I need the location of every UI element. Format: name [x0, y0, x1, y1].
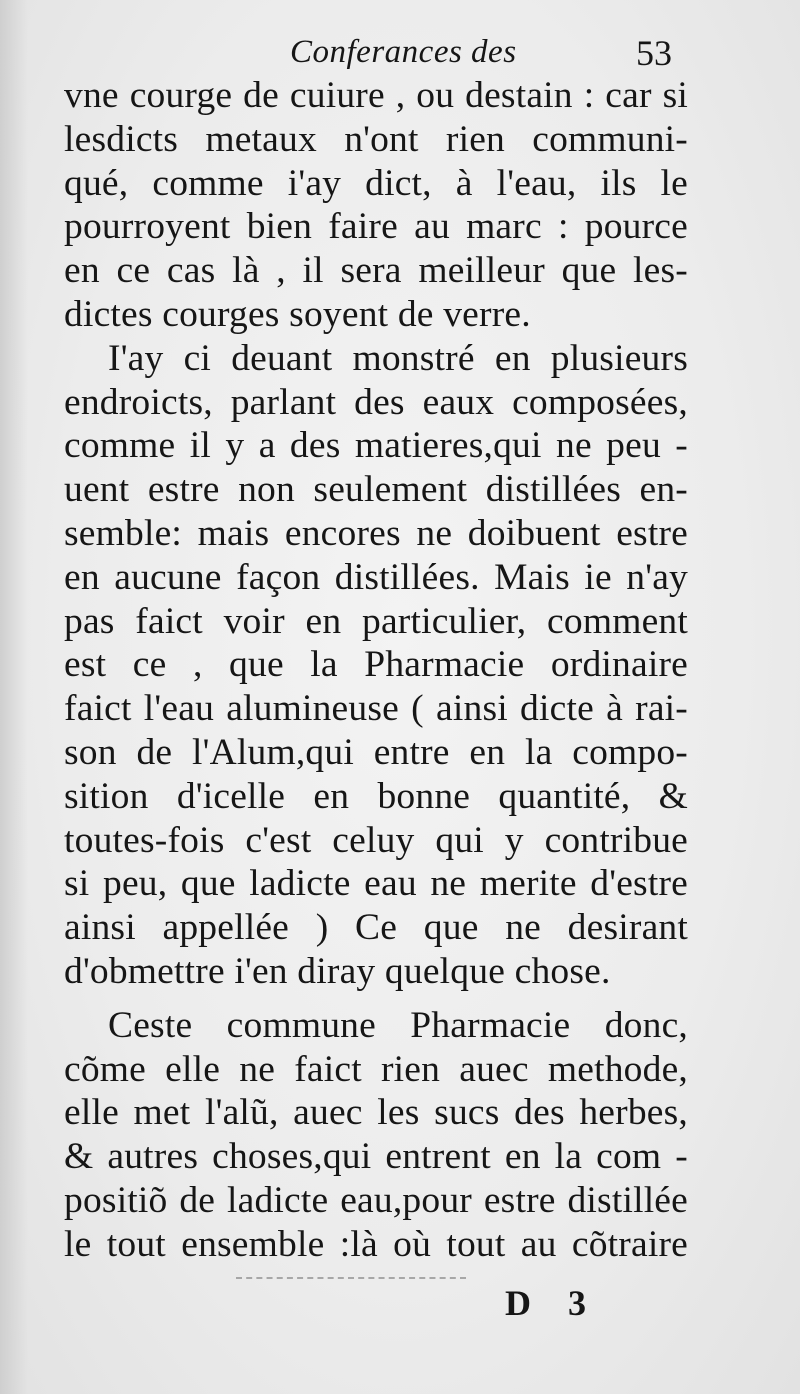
- text-line: en aucune façon distillées. Mais ie n'ay: [64, 556, 688, 598]
- text-line: elle met l'alũ, auec les sucs des herbes,: [64, 1092, 688, 1134]
- text-line: Ceste commune Pharmacie donc,: [108, 1004, 688, 1046]
- text-line: dictes courges soyent de verre.: [64, 293, 531, 335]
- text-line: le tout ensemble :là où tout au cõtraire: [64, 1223, 688, 1265]
- text-line: pas faict voir en particulier, comment: [64, 600, 688, 642]
- text-line: en ce cas là , il sera meilleur que les-: [64, 250, 688, 292]
- text-line: comme il y a des matieres,qui ne peu -: [64, 425, 688, 467]
- text-line: I'ay ci deuant monstré en plusieurs: [108, 337, 688, 379]
- page-edge-shadow: [0, 0, 28, 1394]
- text-line: semble: mais encores ne doibuent estre: [64, 512, 688, 554]
- text-line: ainsi appellée ) Ce que ne desirant: [64, 907, 688, 949]
- text-line: lesdicts metaux n'ont rien communi-: [64, 118, 688, 160]
- text-line: & autres choses,qui entrent en la com -: [64, 1136, 688, 1178]
- text-line: faict l'eau alumineuse ( ainsi dicte à rai-: [64, 688, 688, 730]
- page-number: 53: [636, 33, 672, 73]
- paragraph-gap: [64, 994, 688, 1004]
- text-line: qué, comme i'ay dict, à l'eau, ils le: [64, 162, 688, 204]
- body-text: [64, 74, 688, 1267]
- text-line: vne courge de cuiure , ou destain : car si: [64, 75, 688, 116]
- text-line: d'obmettre i'en diray quelque chose.: [64, 950, 611, 992]
- text-line: cõme elle ne faict rien auec methode,: [64, 1048, 688, 1090]
- text-line: son de l'Alum,qui entre en la compo-: [64, 731, 688, 773]
- text-line: uent estre non seulement distillées en-: [64, 469, 688, 511]
- text-line: endroicts, parlant des eaux composées,: [64, 381, 688, 423]
- signature-mark: [505, 1282, 586, 1324]
- text-line: si peu, que ladicte eau ne merite d'estre: [64, 863, 688, 905]
- text-line: positiõ de ladicte eau,pour estre distillée: [64, 1179, 688, 1221]
- running-title: Conferances des: [290, 34, 517, 70]
- footer-dashed-rule: [236, 1277, 466, 1279]
- signature-letter: D: [505, 1283, 531, 1323]
- text-line: est ce , que la Pharmacie ordinaire: [64, 644, 688, 686]
- text-line: sition d'icelle en bonne quantité, &: [64, 775, 688, 817]
- text-line: pourroyent bien faire au marc : pource: [64, 206, 688, 248]
- signature-number: 3: [568, 1283, 586, 1323]
- text-line: toutes-fois c'est celuy qui y contribue: [64, 819, 688, 861]
